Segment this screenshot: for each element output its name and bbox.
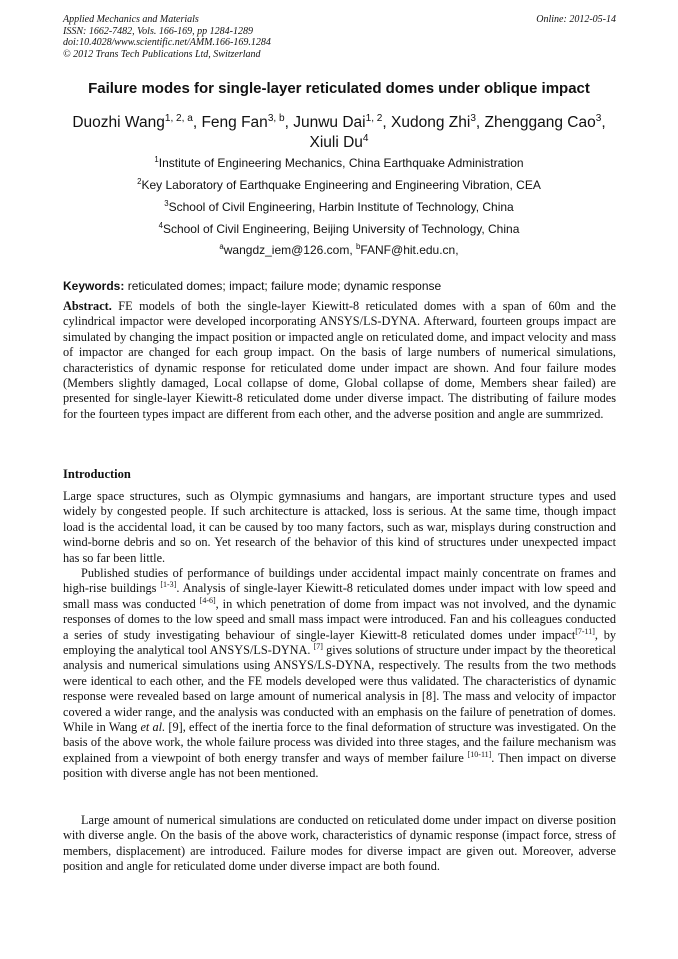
et-al: et al. (140, 720, 166, 735)
author-affil-mark: 3, b (267, 112, 285, 124)
author-name: Junwu Dai (293, 114, 366, 131)
text-run: Published studies of performance of buildings under accidental impact mainly concentrate on frames and high-rise buildings (63, 566, 616, 596)
citation: [7-11] (575, 626, 595, 636)
abstract-label: Abstract. (63, 299, 112, 313)
affiliation-2 (40, 178, 638, 192)
author-separator: , (601, 114, 606, 131)
author-separator: , (475, 114, 485, 131)
running-header (63, 14, 616, 60)
citation: [7] (313, 641, 323, 651)
author-separator: , (284, 114, 294, 131)
keywords-label: Keywords: (63, 279, 125, 293)
abstract-text: FE models of both the single-layer Kiewitt-8 reticulated domes with a span of 60m and the cylindrical impactor were developed incorporating ANSYS/LS-DYNA. Afterward, fourteen groups impact are simulated by changing the impact position or impacted angle on reticulated dome, and impact velocity and mass of impactor are changed for each group impact. On the basis of large numbers of numerical simulations, characteristics of dynamic response for reticulated dome under impact are shown. And four failure modes (Members slightly damaged, Local collapse of dome, Global collapse of dome, Members shear failed) are presented for single-layer Kiewitt-8 reticulated dome under diverse impact. The distributing of failure modes for the fourteen types impact are different from each other, and the adverse position and angle are summrized. (63, 299, 616, 421)
author-name: Xudong Zhi (391, 114, 471, 131)
author-affil-mark: 3 (470, 112, 476, 124)
intro-paragraph-2 (63, 566, 616, 782)
affiliation-text: School of Civil Engineering, Harbin Institute of Technology, China (168, 200, 514, 214)
text-run: . Analysis of single-layer Kiewitt-8 reticulated domes under impact with low speed and small mass was conducted (63, 581, 616, 611)
keywords-text: reticulated domes; impact; failure mode; dynamic response (124, 279, 442, 293)
author-name: Duozhi Wang (72, 114, 165, 131)
text-run: , by employing the analytical tool ANSYS/LS-DYNA. (63, 627, 616, 658)
affiliation-4 (40, 222, 638, 236)
affiliation-text: Institute of Engineering Mechanics, China Earthquake Administration (158, 156, 524, 170)
text-run: [9], effect of the inertia force to the final deformation of structure was investigated. On the basis of the above work, the whole failure process was divided into three stages, and the failure mechanism was explained from a viewpoint of both energy transfer and ways of member failure (63, 720, 616, 765)
author-name: Zhenggang Cao (484, 114, 596, 131)
author-affil-mark: 4 (362, 132, 369, 144)
author-name: Xiuli Du (309, 134, 363, 151)
abstract (63, 299, 616, 422)
paper-title: Failure modes for single-layer reticulated domes under oblique impact (88, 80, 590, 97)
intro-paragraph-1: Large space structures, such as Olympic gymnasiums and hangars, are important structure types and used widely by congested people. If such architecture is attacked, loss is serious. At the same time, though impact load is the accidental load, it can be caused by too many factors, such as war, misplays during construction and wind-borne debris and so on. Yet research of the behavior of this kind of structures under unexpected impact has so far been little. (63, 489, 616, 565)
text-run: , in which penetration of dome from impact was not involved, and the dynamic responses of domes to the low speed and small mass impact were introduced. Fan and his colleagues conducted a series of study investigating behaviour of single-layer Kiewitt-8 reticulated domes under impact (63, 596, 616, 642)
author-affil-mark: 3 (595, 112, 602, 124)
text-run: gives solutions of structure under impact by the theoretical analysis and numerical simulations using ANSYS/LS-DYNA, respectively. The results from the two methods were identical to each other, and the FE models developed were thus validated. The characteristics of dynamic response were revealed based on large amount of numerical analysis in [8]. The mass and velocity of impactor covered a wider range, and the analysis was conducted with an emphasis on the failure of penetration of domes. While in Wang (63, 643, 616, 735)
email-b: FANF@hit.edu.cn, (360, 243, 459, 257)
affiliation-mark: 4 (158, 221, 163, 230)
issn-line: ISSN: 1662-7482, Vols. 166-169, pp 1284-1289 (63, 25, 253, 37)
journal-name: Applied Mechanics and Materials (63, 14, 199, 25)
keywords (63, 279, 616, 293)
affiliation-mark: 2 (137, 177, 142, 186)
affiliation-mark: 1 (154, 155, 159, 164)
affiliation-mark: 3 (164, 199, 169, 208)
affiliation-1 (40, 156, 638, 170)
citation: [1-3] (160, 580, 177, 590)
intro-paragraph-3: Large amount of numerical simulations are conducted on reticulated dome under impact on diverse position with diverse angle. On the basis of the above work, characteristics of dynamic response (impact force, stress of members, displacement) are introduced. Failure modes for diverse impact are given out. Moreover, adverse position and angle for reticulated dome under diverse impact are both found. (63, 813, 616, 874)
citation: [4-6] (199, 595, 216, 605)
online-date: Online: 2012-05-14 (536, 14, 616, 25)
copyright-line: © 2012 Trans Tech Publications Ltd, Switzerland (63, 48, 261, 60)
affiliation-3 (40, 200, 638, 214)
author-line-1 (40, 113, 638, 133)
author-separator: , (382, 114, 392, 131)
citation: [10-11] (467, 749, 492, 759)
text-run: . Then impact on diverse position with diverse angle has not been mentioned. (63, 750, 616, 781)
author-separator: , (192, 114, 202, 131)
author-affil-mark: 1, 2 (365, 112, 383, 124)
author-line-2 (40, 133, 638, 153)
affiliation-text: School of Civil Engineering, Beijing University of Technology, China (162, 222, 520, 236)
author-affil-mark: 1, 2, a (164, 112, 193, 124)
email-a: wangdz_iem@126.com, (223, 243, 356, 257)
email-mark: b (356, 242, 361, 251)
doi-line: doi:10.4028/www.scientific.net/AMM.166-169.1284 (63, 37, 271, 48)
author-name: Feng Fan (201, 114, 268, 131)
author-emails (40, 243, 638, 257)
email-mark: a (219, 242, 224, 251)
section-heading-introduction: Introduction (63, 467, 131, 481)
affiliation-text: Key Laboratory of Earthquake Engineering and Engineering Vibration, CEA (141, 178, 541, 192)
author-list (40, 113, 638, 153)
